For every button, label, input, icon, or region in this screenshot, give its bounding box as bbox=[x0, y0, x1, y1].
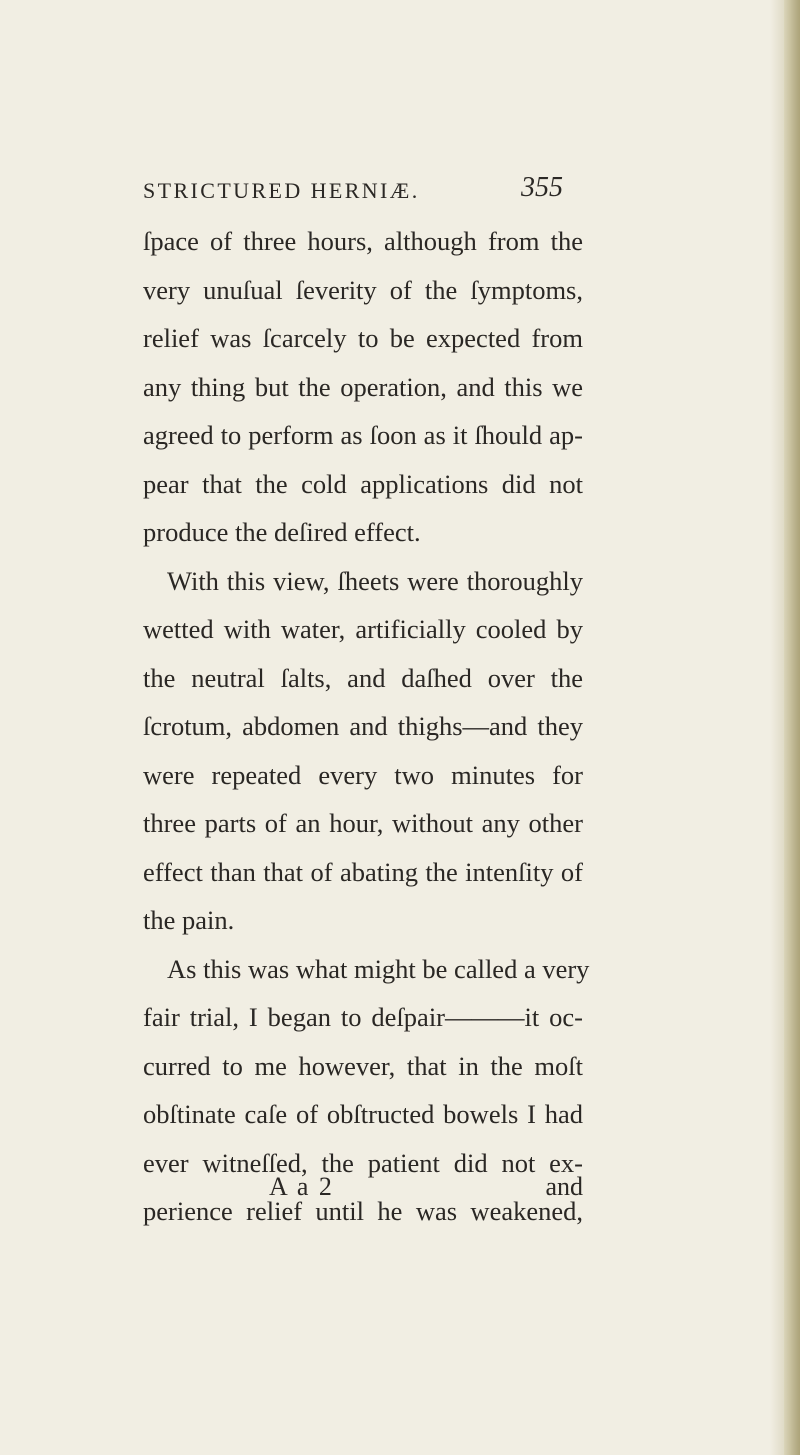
text-line: fair trial, I began to deſpair———it oc- bbox=[143, 1002, 583, 1032]
text-line: pear that the cold applications did not bbox=[143, 468, 583, 499]
text-line: relief was ſcarcely to be expected from bbox=[143, 323, 583, 353]
page-header bbox=[143, 172, 583, 212]
text-line: curred to me however, that in the moſt bbox=[143, 1050, 583, 1081]
text-line: were repeated every two minutes for bbox=[143, 759, 583, 790]
text-line: effect than that of abating the intenſity of bbox=[143, 856, 583, 887]
text-line: wetted with water, artificially cooled by bbox=[143, 614, 583, 644]
text-line: ſcrotum, abdomen and thighs—and they bbox=[143, 711, 583, 741]
text-line: ſpace of three hours, although from the bbox=[143, 226, 583, 256]
running-head: STRICTURED HERNIÆ. bbox=[143, 178, 420, 203]
text-line: the neutral ſalts, and daſhed over the bbox=[143, 662, 583, 693]
text-line: With this view, ſheets were thoroughly bbox=[167, 565, 583, 596]
page-edge-stain bbox=[784, 0, 800, 1455]
text-line: ever witneſſed, the patient did not ex- bbox=[143, 1147, 583, 1178]
text-line: very unuſual ſeverity of the ſymptoms, bbox=[143, 274, 583, 305]
text-line: any thing but the operation, and this we bbox=[143, 371, 583, 402]
text-line: produce the deſired effect. bbox=[143, 517, 421, 547]
text-line: three parts of an hour, without any other bbox=[143, 808, 583, 838]
text-line: As this was what might be called a very bbox=[167, 953, 590, 984]
page-footer bbox=[143, 1172, 583, 1220]
page-number: 355 bbox=[521, 172, 563, 203]
signature-mark: A a 2 bbox=[269, 1172, 332, 1201]
catchword: and bbox=[545, 1172, 583, 1201]
body-text bbox=[143, 217, 590, 1236]
text-line: perience relief until he was weakened, bbox=[143, 1196, 583, 1226]
text-line: obſtinate caſe of obſtructed bowels I had bbox=[143, 1099, 583, 1129]
text-line: agreed to perform as ſoon as it ſhould ap- bbox=[143, 420, 583, 450]
text-line: the pain. bbox=[143, 905, 235, 935]
